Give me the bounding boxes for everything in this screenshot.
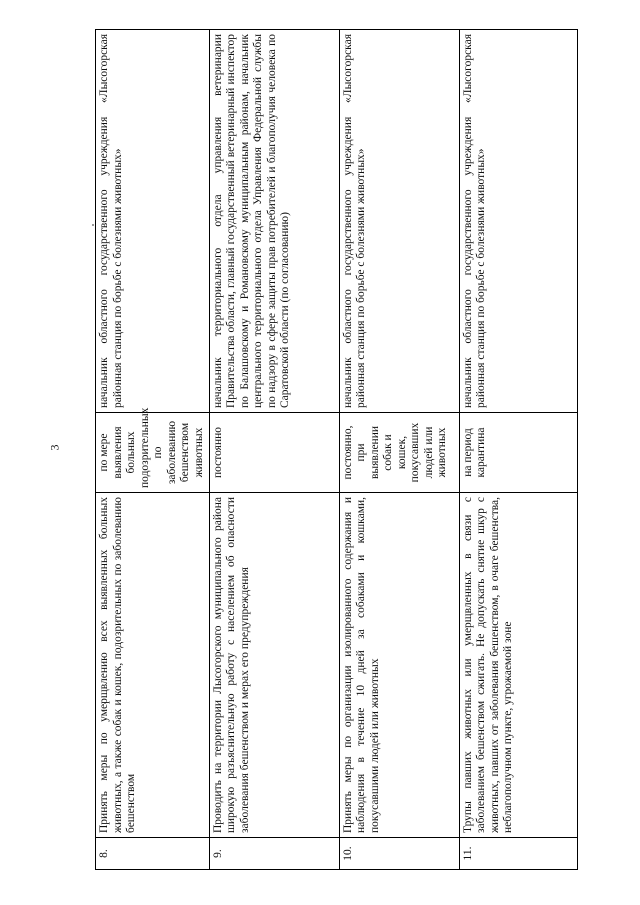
term-cell: на период карантина xyxy=(459,413,577,493)
row-number: 11. xyxy=(459,838,577,870)
table-row xyxy=(459,30,577,870)
measure-cell: Принять меры по организации изолированного содержания и наблюдения в течение 10 дней за собаками и кошками, покусавшими людей или животных xyxy=(339,493,459,838)
measure-cell: Принять меры по умерщвлению всех выявленных больных животных, а также собак и кошек, подозрительных по заболеванию бешенством xyxy=(96,493,210,838)
scan-speck xyxy=(92,224,94,226)
term-cell: по мере выявления больных подозрительных по заболеванию бешенством животных xyxy=(96,413,210,493)
table-row xyxy=(96,30,210,870)
measure-cell: Трупы павших животных или умерщвленных в связи с заболеванием бешенством сжигать. Не допускать снятие шкур с животных, павших от заболевания бешенством, в очаге бешенства, неблагополучном пункте, угрожаемой зоне xyxy=(459,493,577,838)
responsible-cell: начальник областного государственного учреждения «Лысогорская районная станция по борьбе с болезнями животных» xyxy=(459,30,577,413)
table-row xyxy=(209,30,339,870)
term-cell: постоянно xyxy=(209,413,339,493)
row-number: 10. xyxy=(339,838,459,870)
table-row xyxy=(339,30,459,870)
responsible-cell: начальник территориального отдела управления ветеринарии Правительства области, главный государственный ветеринарный инспектор по Балашовскому и Романовскому муниципальным районам, начальник центрального территориального отдела Управления Федеральной службы по надзору в сфере защиты прав потребителей и благополучия человека по Саратовской области (по согласованию) xyxy=(209,30,339,413)
row-number: 9. xyxy=(209,838,339,870)
responsible-cell: начальник областного государственного учреждения «Лысогорская районная станция по борьбе с болезнями животных» xyxy=(96,30,210,413)
term-cell: постоянно, при выявлении собак и кошек, покусавших людей или животных xyxy=(339,413,459,493)
row-number: 8. xyxy=(96,838,210,870)
responsible-cell: начальник областного государственного учреждения «Лысогорская районная станция по борьбе с болезнями животных» xyxy=(339,30,459,413)
page-number: 3 xyxy=(47,444,62,451)
measure-cell: Проводить на территории Лысогорского муниципального района широкую разъяснительную работу с населением об опасности заболевания бешенством и мерах его предупреждения xyxy=(209,493,339,838)
rotated-table-container xyxy=(95,30,575,870)
measures-table xyxy=(95,29,578,870)
